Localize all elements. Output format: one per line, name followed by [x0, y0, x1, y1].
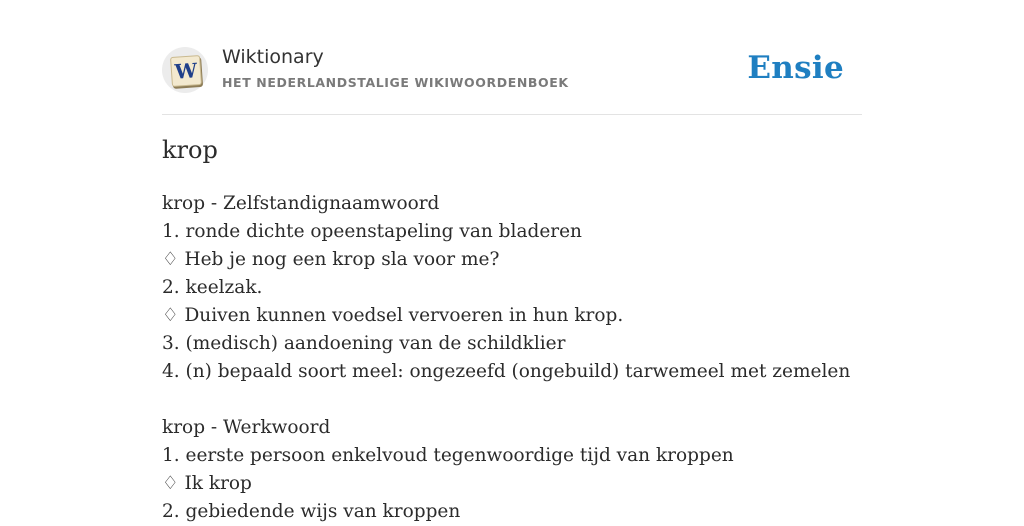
- ensie-logo[interactable]: Ensie: [747, 50, 844, 86]
- definition-line: 2. gebiedende wijs van kroppen: [162, 501, 461, 522]
- definition-line: 3. (medisch) aandoening van de schildklier: [162, 333, 566, 354]
- definition-line: 1. eerste persoon enkelvoud tegenwoordige tijd van kroppen: [162, 445, 734, 466]
- definition-line: 4. (n) bepaald soort meel: ongezeefd (ongebuild) tarwemeel met zemelen: [162, 361, 851, 382]
- site-subtitle: HET NEDERLANDSTALIGE WIKIWOORDENBOEK: [222, 75, 569, 90]
- page-title: krop: [162, 136, 218, 164]
- entry-content: [162, 190, 862, 526]
- example-line: ♢ Ik krop: [162, 473, 252, 494]
- site-header: [162, 0, 862, 115]
- section-heading-verb: krop - Werkwoord: [162, 417, 331, 438]
- definition-line: 2. keelzak.: [162, 277, 263, 298]
- site-name[interactable]: Wiktionary: [222, 46, 324, 68]
- example-line: ♢ Heb je nog een krop sla voor me?: [162, 249, 500, 270]
- page: [162, 0, 862, 522]
- section-spacer: [162, 386, 862, 414]
- section-heading-noun: krop - Zelfstandignaamwoord: [162, 193, 440, 214]
- wiktionary-logo-icon: W: [170, 55, 202, 87]
- wiktionary-logo[interactable]: [162, 47, 208, 93]
- example-line: ♢ Duiven kunnen voedsel vervoeren in hun krop.: [162, 305, 624, 326]
- definition-line: 1. ronde dichte opeenstapeling van bladeren: [162, 221, 582, 242]
